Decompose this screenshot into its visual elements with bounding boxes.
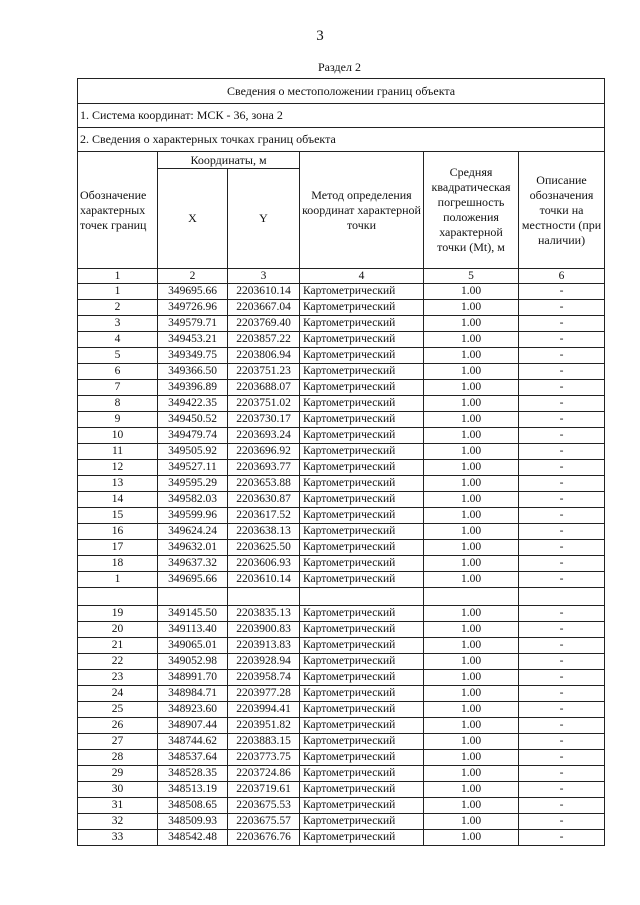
column-number: 5	[424, 269, 519, 284]
point-number: 8	[78, 396, 158, 412]
method: Картометрический	[300, 396, 424, 412]
error-value: 1.00	[424, 734, 519, 750]
x-coordinate: 348907.44	[158, 718, 228, 734]
y-coordinate: 2203693.77	[228, 460, 300, 476]
error-value: 1.00	[424, 814, 519, 830]
table-row	[78, 734, 605, 750]
error-value: 1.00	[424, 508, 519, 524]
x-coordinate: 349595.29	[158, 476, 228, 492]
table-row	[78, 412, 605, 428]
description: -	[519, 524, 605, 540]
description: -	[519, 798, 605, 814]
y-coordinate: 2203653.88	[228, 476, 300, 492]
error-value: 1.00	[424, 702, 519, 718]
empty-cell	[228, 588, 300, 606]
x-coordinate: 349065.01	[158, 638, 228, 654]
page-number: 3	[316, 28, 324, 44]
empty-cell	[158, 588, 228, 606]
table-row	[78, 782, 605, 798]
y-coordinate: 2203675.57	[228, 814, 300, 830]
table-row	[78, 622, 605, 638]
y-coordinate: 2203696.92	[228, 444, 300, 460]
description: -	[519, 348, 605, 364]
x-coordinate: 349396.89	[158, 380, 228, 396]
method: Картометрический	[300, 572, 424, 588]
method: Картометрический	[300, 444, 424, 460]
method: Картометрический	[300, 556, 424, 572]
description: -	[519, 734, 605, 750]
error-value: 1.00	[424, 460, 519, 476]
error-value: 1.00	[424, 540, 519, 556]
table-row	[78, 606, 605, 622]
method: Картометрический	[300, 622, 424, 638]
method: Картометрический	[300, 718, 424, 734]
x-coordinate: 348537.64	[158, 750, 228, 766]
error-value: 1.00	[424, 766, 519, 782]
y-coordinate: 2203751.23	[228, 364, 300, 380]
description: -	[519, 572, 605, 588]
point-number: 12	[78, 460, 158, 476]
y-coordinate: 2203688.07	[228, 380, 300, 396]
column-numbers-row	[78, 269, 605, 284]
method: Картометрический	[300, 814, 424, 830]
method: Картометрический	[300, 460, 424, 476]
method: Картометрический	[300, 606, 424, 622]
y-coordinate: 2203724.86	[228, 766, 300, 782]
x-coordinate: 349695.66	[158, 284, 228, 300]
y-coordinate: 2203638.13	[228, 524, 300, 540]
table-row	[78, 766, 605, 782]
method: Картометрический	[300, 766, 424, 782]
x-coordinate: 349582.03	[158, 492, 228, 508]
table-row	[78, 654, 605, 670]
table-row	[78, 814, 605, 830]
point-number: 14	[78, 492, 158, 508]
method: Картометрический	[300, 524, 424, 540]
method: Картометрический	[300, 782, 424, 798]
y-coordinate: 2203617.52	[228, 508, 300, 524]
header-method: Метод определения координат характерной точки	[300, 152, 424, 269]
point-number: 30	[78, 782, 158, 798]
x-coordinate: 348923.60	[158, 702, 228, 718]
table-title: Сведения о местоположении границ объекта	[78, 79, 605, 104]
point-number: 13	[78, 476, 158, 492]
table-row	[78, 798, 605, 814]
point-number: 1	[78, 572, 158, 588]
column-number: 4	[300, 269, 424, 284]
x-coordinate: 349366.50	[158, 364, 228, 380]
description: -	[519, 638, 605, 654]
method: Картометрический	[300, 798, 424, 814]
point-number: 20	[78, 622, 158, 638]
description: -	[519, 556, 605, 572]
coordinate-system: 1. Система координат: МСК - 36, зона 2	[78, 104, 605, 128]
y-coordinate: 2203913.83	[228, 638, 300, 654]
table-row	[78, 702, 605, 718]
x-coordinate: 348528.35	[158, 766, 228, 782]
method: Картометрический	[300, 830, 424, 846]
error-value: 1.00	[424, 412, 519, 428]
y-coordinate: 2203676.76	[228, 830, 300, 846]
y-coordinate: 2203835.13	[228, 606, 300, 622]
table-row	[78, 524, 605, 540]
y-coordinate: 2203610.14	[228, 284, 300, 300]
y-coordinate: 2203928.94	[228, 654, 300, 670]
x-coordinate: 348542.48	[158, 830, 228, 846]
point-number: 31	[78, 798, 158, 814]
description: -	[519, 814, 605, 830]
x-coordinate: 349599.96	[158, 508, 228, 524]
description: -	[519, 508, 605, 524]
y-coordinate: 2203958.74	[228, 670, 300, 686]
y-coordinate: 2203610.14	[228, 572, 300, 588]
header-x: X	[158, 169, 228, 269]
header-description: Описание обозначения точки на местности (при наличии)	[519, 152, 605, 269]
error-value: 1.00	[424, 606, 519, 622]
table-row	[78, 380, 605, 396]
point-number: 16	[78, 524, 158, 540]
point-number: 10	[78, 428, 158, 444]
point-number: 3	[78, 316, 158, 332]
table-row	[78, 284, 605, 300]
x-coordinate: 348984.71	[158, 686, 228, 702]
description: -	[519, 622, 605, 638]
y-coordinate: 2203769.40	[228, 316, 300, 332]
y-coordinate: 2203730.17	[228, 412, 300, 428]
description: -	[519, 412, 605, 428]
method: Картометрический	[300, 428, 424, 444]
point-number: 21	[78, 638, 158, 654]
x-coordinate: 349695.66	[158, 572, 228, 588]
y-coordinate: 2203693.24	[228, 428, 300, 444]
column-number: 6	[519, 269, 605, 284]
error-value: 1.00	[424, 428, 519, 444]
y-coordinate: 2203951.82	[228, 718, 300, 734]
description: -	[519, 702, 605, 718]
y-coordinate: 2203751.02	[228, 396, 300, 412]
error-value: 1.00	[424, 524, 519, 540]
y-coordinate: 2203606.93	[228, 556, 300, 572]
y-coordinate: 2203857.22	[228, 332, 300, 348]
error-value: 1.00	[424, 300, 519, 316]
y-coordinate: 2203900.83	[228, 622, 300, 638]
description: -	[519, 750, 605, 766]
x-coordinate: 349505.92	[158, 444, 228, 460]
y-coordinate: 2203994.41	[228, 702, 300, 718]
description: -	[519, 782, 605, 798]
description: -	[519, 300, 605, 316]
error-value: 1.00	[424, 572, 519, 588]
table-row	[78, 638, 605, 654]
x-coordinate: 349052.98	[158, 654, 228, 670]
description: -	[519, 686, 605, 702]
y-coordinate: 2203719.61	[228, 782, 300, 798]
description: -	[519, 396, 605, 412]
point-number: 4	[78, 332, 158, 348]
error-value: 1.00	[424, 444, 519, 460]
spacer-row	[78, 588, 605, 606]
description: -	[519, 364, 605, 380]
error-value: 1.00	[424, 670, 519, 686]
table-row	[78, 396, 605, 412]
x-coordinate: 349632.01	[158, 540, 228, 556]
error-value: 1.00	[424, 798, 519, 814]
table-row	[78, 364, 605, 380]
method: Картометрический	[300, 638, 424, 654]
error-value: 1.00	[424, 476, 519, 492]
table-row	[78, 686, 605, 702]
x-coordinate: 348508.65	[158, 798, 228, 814]
error-value: 1.00	[424, 492, 519, 508]
error-value: 1.00	[424, 316, 519, 332]
method: Картометрический	[300, 364, 424, 380]
description: -	[519, 476, 605, 492]
section-label: Раздел 2	[318, 60, 361, 74]
error-value: 1.00	[424, 750, 519, 766]
point-number: 33	[78, 830, 158, 846]
y-coordinate: 2203667.04	[228, 300, 300, 316]
method: Картометрический	[300, 476, 424, 492]
column-number: 2	[158, 269, 228, 284]
method: Картометрический	[300, 734, 424, 750]
method: Картометрический	[300, 686, 424, 702]
error-value: 1.00	[424, 396, 519, 412]
point-number: 9	[78, 412, 158, 428]
method: Картометрический	[300, 670, 424, 686]
error-value: 1.00	[424, 348, 519, 364]
column-number: 1	[78, 269, 158, 284]
error-value: 1.00	[424, 622, 519, 638]
x-coordinate: 349113.40	[158, 622, 228, 638]
point-number: 24	[78, 686, 158, 702]
description: -	[519, 492, 605, 508]
table-row	[78, 718, 605, 734]
y-coordinate: 2203806.94	[228, 348, 300, 364]
x-coordinate: 349527.11	[158, 460, 228, 476]
method: Картометрический	[300, 332, 424, 348]
x-coordinate: 349450.52	[158, 412, 228, 428]
description: -	[519, 428, 605, 444]
point-number: 27	[78, 734, 158, 750]
table-row	[78, 540, 605, 556]
method: Картометрический	[300, 284, 424, 300]
method: Картометрический	[300, 492, 424, 508]
table-row	[78, 316, 605, 332]
point-number: 23	[78, 670, 158, 686]
description: -	[519, 332, 605, 348]
header-y: Y	[228, 169, 300, 269]
method: Картометрический	[300, 412, 424, 428]
points-heading: 2. Сведения о характерных точках границ объекта	[78, 128, 605, 152]
point-number: 11	[78, 444, 158, 460]
x-coordinate: 349579.71	[158, 316, 228, 332]
method: Картометрический	[300, 702, 424, 718]
error-value: 1.00	[424, 686, 519, 702]
description: -	[519, 830, 605, 846]
boundary-points-table	[77, 78, 605, 846]
point-number: 19	[78, 606, 158, 622]
error-value: 1.00	[424, 718, 519, 734]
description: -	[519, 606, 605, 622]
x-coordinate: 348991.70	[158, 670, 228, 686]
error-value: 1.00	[424, 556, 519, 572]
method: Картометрический	[300, 508, 424, 524]
point-number: 28	[78, 750, 158, 766]
x-coordinate: 349422.35	[158, 396, 228, 412]
empty-cell	[424, 588, 519, 606]
table-row	[78, 830, 605, 846]
table-row	[78, 332, 605, 348]
y-coordinate: 2203630.87	[228, 492, 300, 508]
x-coordinate: 349624.24	[158, 524, 228, 540]
description: -	[519, 540, 605, 556]
point-number: 6	[78, 364, 158, 380]
table-row	[78, 300, 605, 316]
y-coordinate: 2203977.28	[228, 686, 300, 702]
point-number: 5	[78, 348, 158, 364]
method: Картометрический	[300, 750, 424, 766]
point-number: 17	[78, 540, 158, 556]
table-row	[78, 476, 605, 492]
table-row	[78, 348, 605, 364]
x-coordinate: 348509.93	[158, 814, 228, 830]
x-coordinate: 349453.21	[158, 332, 228, 348]
point-number: 18	[78, 556, 158, 572]
description: -	[519, 766, 605, 782]
description: -	[519, 316, 605, 332]
table-row	[78, 508, 605, 524]
method: Картометрический	[300, 380, 424, 396]
x-coordinate: 349637.32	[158, 556, 228, 572]
y-coordinate: 2203625.50	[228, 540, 300, 556]
error-value: 1.00	[424, 638, 519, 654]
table-row	[78, 572, 605, 588]
header-error: Средняя квадратическая погрешность положения характерной точки (Mt), м	[424, 152, 519, 269]
error-value: 1.00	[424, 364, 519, 380]
table-row	[78, 428, 605, 444]
error-value: 1.00	[424, 830, 519, 846]
error-value: 1.00	[424, 332, 519, 348]
column-number: 3	[228, 269, 300, 284]
table-row	[78, 492, 605, 508]
description: -	[519, 460, 605, 476]
method: Картометрический	[300, 654, 424, 670]
description: -	[519, 284, 605, 300]
y-coordinate: 2203883.15	[228, 734, 300, 750]
point-number: 2	[78, 300, 158, 316]
description: -	[519, 670, 605, 686]
x-coordinate: 349349.75	[158, 348, 228, 364]
method: Картометрический	[300, 348, 424, 364]
table-row	[78, 670, 605, 686]
point-number: 1	[78, 284, 158, 300]
method: Картометрический	[300, 300, 424, 316]
method: Картометрический	[300, 540, 424, 556]
x-coordinate: 348513.19	[158, 782, 228, 798]
point-number: 22	[78, 654, 158, 670]
point-number: 29	[78, 766, 158, 782]
point-number: 32	[78, 814, 158, 830]
empty-cell	[519, 588, 605, 606]
x-coordinate: 348744.62	[158, 734, 228, 750]
point-number: 26	[78, 718, 158, 734]
table-row	[78, 460, 605, 476]
y-coordinate: 2203675.53	[228, 798, 300, 814]
empty-cell	[300, 588, 424, 606]
table-row	[78, 750, 605, 766]
description: -	[519, 718, 605, 734]
error-value: 1.00	[424, 654, 519, 670]
y-coordinate: 2203773.75	[228, 750, 300, 766]
point-number: 25	[78, 702, 158, 718]
table-row	[78, 556, 605, 572]
x-coordinate: 349145.50	[158, 606, 228, 622]
point-number: 7	[78, 380, 158, 396]
description: -	[519, 654, 605, 670]
empty-cell	[78, 588, 158, 606]
method: Картометрический	[300, 316, 424, 332]
x-coordinate: 349479.74	[158, 428, 228, 444]
description: -	[519, 380, 605, 396]
x-coordinate: 349726.96	[158, 300, 228, 316]
table-row	[78, 444, 605, 460]
description: -	[519, 444, 605, 460]
point-number: 15	[78, 508, 158, 524]
error-value: 1.00	[424, 782, 519, 798]
header-coordinates: Координаты, м	[158, 152, 300, 169]
header-designation: Обозначение характерных точек границ	[78, 152, 158, 269]
error-value: 1.00	[424, 284, 519, 300]
error-value: 1.00	[424, 380, 519, 396]
